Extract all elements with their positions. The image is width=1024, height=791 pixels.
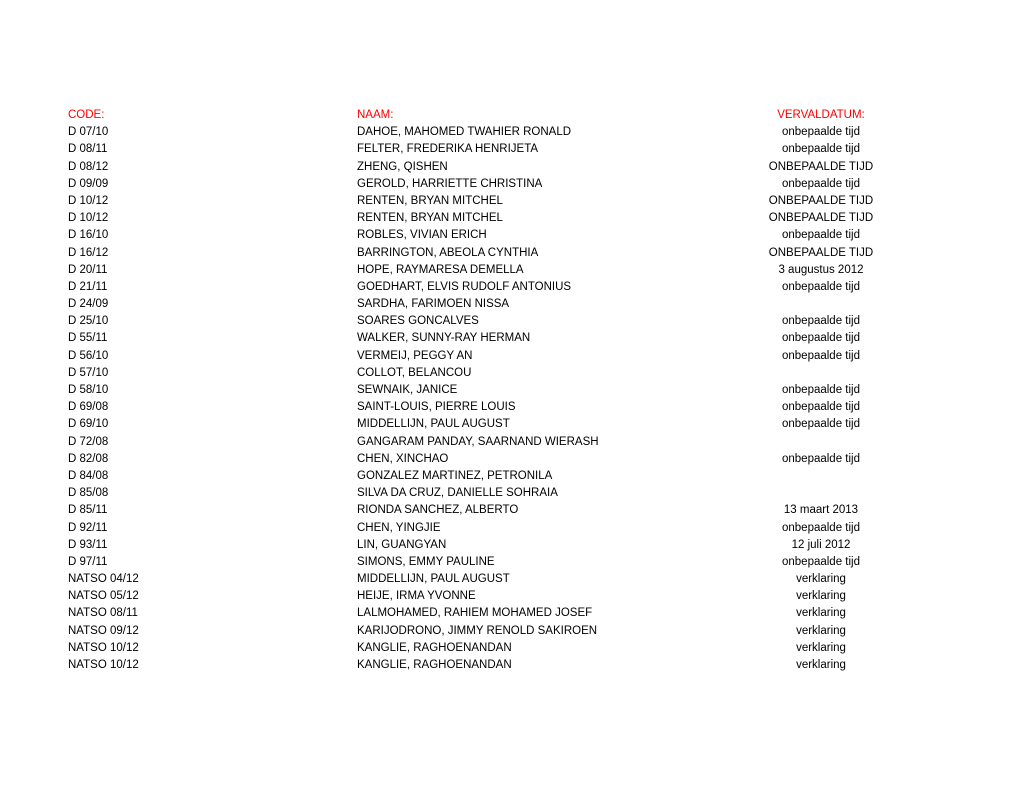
row-expiry-date: verklaring: [796, 607, 846, 620]
row-expiry-date: onbepaalde tijd: [781, 521, 860, 534]
row-code: NATSO 10/12: [68, 641, 139, 654]
row-name: CHEN, YINGJIE: [357, 521, 441, 534]
row-code: D 08/11: [68, 143, 108, 156]
row-name: RENTEN, BRYAN MITCHEL: [357, 194, 503, 207]
row-expiry-date: onbepaalde tijd: [781, 126, 860, 139]
row-name: KANGLIE, RAGHOENANDAN: [357, 641, 512, 654]
row-name: LALMOHAMED, RAHIEM MOHAMED JOSEF: [357, 607, 593, 620]
row-name: SOARES GONCALVES: [357, 315, 479, 328]
table-row: [0, 640, 1024, 657]
row-expiry-date: verklaring: [796, 624, 846, 637]
table-row: [0, 313, 1024, 330]
header-expiry-date: VERVALDATUM:: [777, 109, 865, 121]
table-row: [0, 141, 1024, 158]
row-name: BARRINGTON, ABEOLA CYNTHIA: [357, 246, 539, 259]
table-row: [0, 537, 1024, 554]
row-name: SIMONS, EMMY PAULINE: [357, 555, 495, 568]
row-expiry-date: onbepaalde tijd: [781, 384, 860, 396]
row-expiry-date: 13 maart 2013: [783, 504, 859, 517]
row-expiry-date: onbepaalde tijd: [781, 401, 860, 414]
row-name: HOPE, RAYMARESA DEMELLA: [357, 263, 524, 276]
row-expiry-date: 12 juli 2012: [791, 538, 851, 551]
row-expiry-date: ONBEPAALDE TIJD: [768, 160, 874, 173]
row-code: D 20/11: [68, 263, 108, 276]
row-expiry-date: onbepaalde tijd: [781, 143, 860, 156]
table-header: [0, 107, 1024, 124]
row-expiry-date: verklaring: [796, 573, 846, 586]
row-code: D 21/11: [68, 280, 108, 293]
table-row: [0, 485, 1024, 502]
row-name: GONZALEZ MARTINEZ, PETRONILA: [357, 469, 553, 482]
row-code: D 08/12: [68, 160, 109, 173]
row-expiry-date: ONBEPAALDE TIJD: [768, 194, 874, 207]
table-row: [0, 468, 1024, 485]
row-expiry-date: onbepaalde tijd: [781, 452, 860, 465]
row-expiry-date: verklaring: [796, 659, 846, 671]
row-expiry-date: onbepaalde tijd: [781, 280, 860, 293]
table-row: [0, 657, 1024, 674]
row-code: D 69/08: [68, 401, 109, 414]
row-code: D 92/11: [68, 521, 108, 534]
table-row: [0, 399, 1024, 416]
row-name: CHEN, XINCHAO: [357, 452, 449, 465]
row-name: GOEDHART, ELVIS RUDOLF ANTONIUS: [357, 280, 572, 293]
row-expiry-date: onbepaalde tijd: [781, 349, 860, 362]
table-row: [0, 434, 1024, 451]
row-expiry-date: 3 augustus 2012: [778, 263, 864, 276]
row-code: D 57/10: [68, 366, 109, 379]
row-expiry-date: ONBEPAALDE TIJD: [768, 246, 874, 259]
table-body: [0, 124, 1024, 674]
table-row: [0, 227, 1024, 244]
row-name: WALKER, SUNNY-RAY HERMAN: [357, 332, 531, 345]
row-name: SARDHA, FARIMOEN NISSA: [357, 298, 510, 311]
table-row: [0, 296, 1024, 313]
row-code: D 07/10: [68, 126, 109, 139]
table-row: [0, 451, 1024, 468]
table-row: [0, 416, 1024, 433]
row-code: D 09/09: [68, 177, 109, 190]
table-row: [0, 124, 1024, 141]
row-code: D 24/09: [68, 298, 109, 311]
row-code: NATSO 05/12: [68, 590, 139, 603]
row-code: D 56/10: [68, 349, 109, 362]
table-row: [0, 348, 1024, 365]
table-row: [0, 279, 1024, 296]
table-row: [0, 245, 1024, 262]
table-row: [0, 382, 1024, 399]
table-row: [0, 520, 1024, 537]
row-name: KANGLIE, RAGHOENANDAN: [357, 659, 512, 671]
row-code: D 58/10: [68, 384, 109, 396]
row-code: D 25/10: [68, 315, 109, 328]
row-code: D 97/11: [68, 555, 108, 568]
row-name: FELTER, FREDERIKA HENRIJETA: [357, 143, 539, 156]
table-row: [0, 330, 1024, 347]
document-table: [0, 107, 1024, 674]
table-row: [0, 210, 1024, 227]
row-code: NATSO 09/12: [68, 624, 139, 637]
row-name: MIDDELLIJN, PAUL AUGUST: [357, 573, 510, 586]
row-name: ZHENG, QISHEN: [357, 160, 448, 173]
row-code: D 16/12: [68, 246, 109, 259]
row-expiry-date: verklaring: [796, 641, 846, 654]
row-code: NATSO 10/12: [68, 659, 139, 671]
row-name: DAHOE, MAHOMED TWAHIER RONALD: [357, 126, 572, 139]
table-row: [0, 176, 1024, 193]
row-code: D 10/12: [68, 212, 109, 225]
row-expiry-date: onbepaalde tijd: [781, 177, 860, 190]
row-code: D 93/11: [68, 538, 108, 551]
table-row: [0, 193, 1024, 210]
table-row: [0, 588, 1024, 605]
row-code: NATSO 04/12: [68, 573, 139, 586]
row-expiry-date: onbepaalde tijd: [781, 315, 860, 328]
row-expiry-date: onbepaalde tijd: [781, 555, 860, 568]
row-name: COLLOT, BELANCOU: [357, 366, 472, 379]
header-code: CODE:: [68, 109, 105, 121]
row-name: KARIJODRONO, JIMMY RENOLD SAKIROEN: [357, 624, 598, 637]
row-name: RENTEN, BRYAN MITCHEL: [357, 212, 503, 225]
row-name: MIDDELLIJN, PAUL AUGUST: [357, 418, 510, 431]
header-name: NAAM:: [357, 109, 394, 121]
row-name: VERMEIJ, PEGGY AN: [357, 349, 473, 362]
table-row: [0, 159, 1024, 176]
table-row: [0, 262, 1024, 279]
table-row: [0, 554, 1024, 571]
row-name: GEROLD, HARRIETTE CHRISTINA: [357, 177, 543, 190]
row-expiry-date: onbepaalde tijd: [781, 229, 860, 242]
row-name: GANGARAM PANDAY, SAARNAND WIERASH: [357, 435, 599, 448]
row-expiry-date: verklaring: [796, 590, 846, 603]
row-code: NATSO 08/11: [68, 607, 138, 620]
row-name: SILVA DA CRUZ, DANIELLE SOHRAIA: [357, 487, 558, 500]
table-row: [0, 605, 1024, 622]
row-code: D 16/10: [68, 229, 109, 242]
row-expiry-date: ONBEPAALDE TIJD: [768, 212, 874, 225]
row-name: SEWNAIK, JANICE: [357, 384, 458, 396]
row-expiry-date: onbepaalde tijd: [781, 332, 860, 345]
row-code: D 55/11: [68, 332, 108, 345]
row-code: D 72/08: [68, 435, 109, 448]
table-row: [0, 502, 1024, 519]
table-row: [0, 623, 1024, 640]
row-code: D 69/10: [68, 418, 109, 431]
row-name: SAINT-LOUIS, PIERRE LOUIS: [357, 401, 516, 414]
table-row: [0, 571, 1024, 588]
row-expiry-date: onbepaalde tijd: [781, 418, 860, 431]
row-code: D 82/08: [68, 452, 109, 465]
table-row: [0, 365, 1024, 382]
row-code: D 85/11: [68, 504, 108, 517]
row-code: D 10/12: [68, 194, 109, 207]
row-name: RIONDA SANCHEZ, ALBERTO: [357, 504, 519, 517]
row-name: HEIJE, IRMA YVONNE: [357, 590, 476, 603]
row-code: D 85/08: [68, 487, 109, 500]
row-code: D 84/08: [68, 469, 109, 482]
row-name: LIN, GUANGYAN: [357, 538, 447, 551]
row-name: ROBLES, VIVIAN ERICH: [357, 229, 487, 242]
